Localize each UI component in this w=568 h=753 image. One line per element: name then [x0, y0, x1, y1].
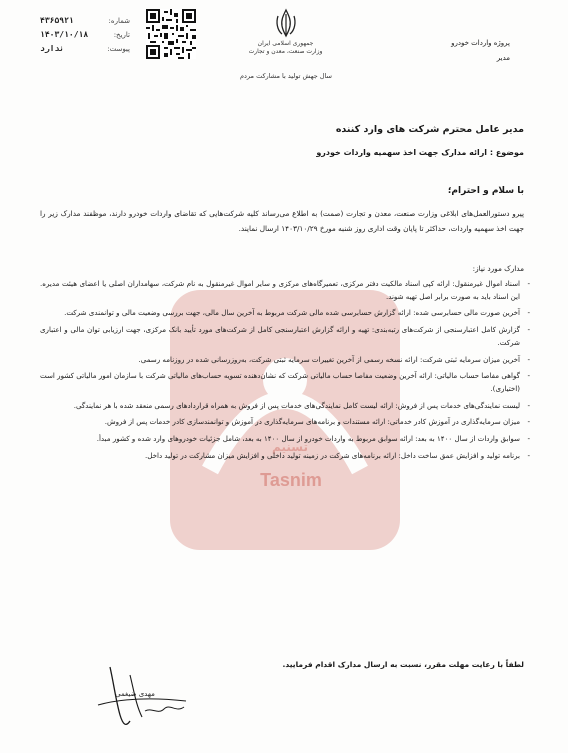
watermark-latin: Tasnim — [260, 470, 322, 490]
meta-label: تاریخ: — [113, 31, 130, 39]
meta-label: پیوست: — [107, 45, 130, 53]
list-item: - آخرین صورت مالی حسابرسی شده: ارائه گزارش حسابرسی شده مالی شرکت مربوط به آخرین سال مالی، جهت بررسی وضعیت مالی و توانمندی شرکت. — [40, 307, 530, 320]
sender-unit — [420, 36, 510, 66]
required-documents-list — [40, 278, 530, 467]
ministry-name — [238, 40, 333, 56]
recipient: مدیر عامل محترم شرکت های وارد کننده — [335, 124, 524, 135]
list-item: - سوابق واردات از سال ۱۴۰۰ به بعد: ارائه سوابق مربوط به واردات خودرو از سال ۱۴۰۰ به بعد، شامل جزئیات خودروهای وارد شده و کشور مبدأ. — [40, 433, 530, 446]
qr-code — [146, 9, 196, 59]
year-slogan: سال جهش تولید با مشارکت مردم — [240, 72, 332, 80]
iran-emblem-icon — [273, 8, 299, 38]
ministry-line: وزارت صنعت، معدن و تجارت — [248, 48, 323, 55]
meta-date — [40, 28, 130, 42]
list-item: - گواهی مفاصا حساب مالیاتی: ارائه آخرین وضعیت مفاصا حساب مالیاتی شرکت که نشان‌دهنده تسویه حساب‌های مالیاتی شرکت با سازمان امور مالیاتی کشور است (اختیاری). — [40, 370, 530, 395]
list-item: - اسناد اموال غیرمنقول: ارائه کپی اسناد مالکیت دفتر مرکزی، تعمیرگاه‌های مرکزی و سایر اموال غیرمنقول به نام شرکت، سهامداران اصلی یا اعضای هیئت مدیره. این اسناد باید به صورت برابر اصل تهیه شوند. — [40, 278, 530, 303]
required-documents-title: مدارک مورد نیاز: — [472, 264, 524, 273]
meta-number — [40, 14, 130, 28]
ministry-line: جمهوری اسلامی ایران — [257, 40, 314, 47]
closing-line: لطفاً با رعایت مهلت مقرر، نسبت به ارسال مدارک اقدام فرمایید. — [282, 660, 524, 669]
meta-attachment — [40, 42, 130, 56]
watermark-persian: تسنیم — [272, 440, 308, 454]
subject-line: موضوع : ارائه مدارک جهت اخذ سهمیه واردات خودرو — [316, 148, 524, 157]
salutation: با سلام و احترام؛ — [447, 186, 524, 196]
signatory-name: مهدی ضیغمی — [115, 690, 155, 698]
meta-value: ۴۳۶۵۹۲۱ — [40, 16, 74, 25]
list-item: - لیست نمایندگی‌های خدمات پس از فروش: ارائه لیست کامل نمایندگی‌های خدمات پس از فروش به همراه قراردادهای رسمی منعقد شده با هر نمایندگی. — [40, 400, 530, 413]
list-item: - میزان سرمایه‌گذاری در آموزش کادر خدماتی: ارائه مستندات و برنامه‌های سرمایه‌گذاری در آموزش و توانمندسازی کادر خدمات پس از فروش. — [40, 416, 530, 429]
list-item: - برنامه تولید و افزایش عمق ساخت داخل: ارائه برنامه‌های شرکت در زمینه تولید داخلی و افزایش میزان مشارکت در تولید داخل. — [40, 450, 530, 463]
list-item: - گزارش کامل اعتبارسنجی از شرکت‌های رتبه‌بندی: تهیه و ارائه گزارش اعتبارسنجی کامل از شرکت‌های مورد تأیید بانک مرکزی، جهت ارزیابی توان مالی و اعتباری شرکت. — [40, 324, 530, 349]
meta-label: شماره: — [108, 17, 130, 25]
meta-value: ۱۴۰۳/۱۰/۱۸ — [40, 30, 89, 39]
intro-paragraph: پیرو دستورالعمل‌های ابلاغی وزارت صنعت، معدن و تجارت (صمت) به اطلاع می‌رساند کلیه شرکت‌هایی که تقاضای واردات خودرو دارند، موظفند مدارک زیر را جهت اخذ سهمیه واردات، حداکثر تا پایان وقت اداری روز شنبه مورخ ۱۴۰۳/۱۰/۲۹ ارسال نمایند. — [40, 209, 524, 233]
sender-unit-line: پروژه واردات خودرو — [451, 39, 510, 47]
list-item: - آخرین میزان سرمایه ثبتی شرکت: ارائه نسخه رسمی از آخرین تغییرات سرمایه ثبتی شرکت، به‌روزرسانی شده در روزنامه رسمی. — [40, 354, 530, 367]
meta-value: ندارد — [40, 44, 65, 53]
sender-unit-line: مدیر — [496, 54, 510, 62]
letter-meta — [40, 14, 130, 56]
